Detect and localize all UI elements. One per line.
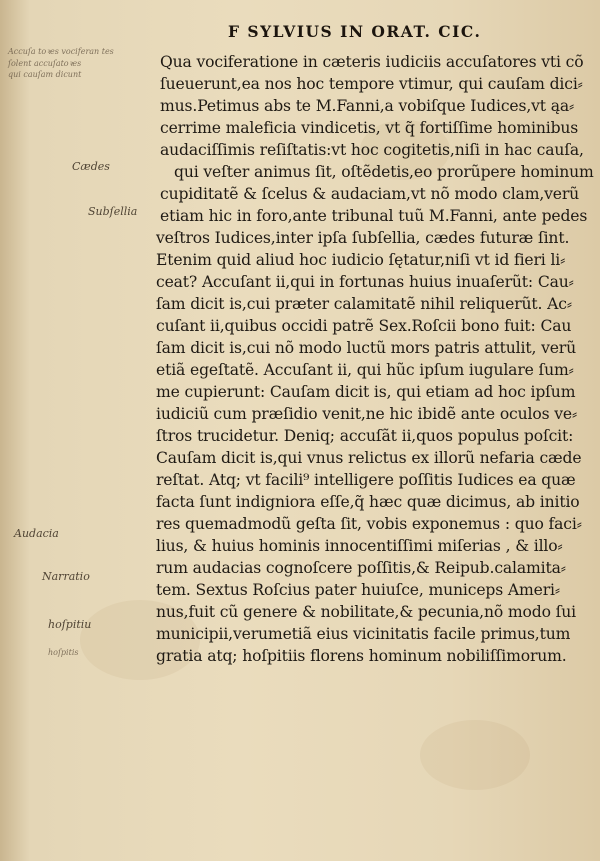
text-line: res quemadmodũ geſta ſit, vobis exponemus : quo faci⸗ [156, 515, 582, 533]
text-line: veſtros Iudices,inter ipſa ſubſellia, cædes futuræ ſint. [156, 229, 570, 247]
margin-note: qui cauſam dicunt [8, 70, 82, 79]
text-line: me cupierunt: Cauſam dicit is, qui etiam ad hoc ipſum [156, 383, 576, 401]
text-line: cuſant ii,quibus occidi patrẽ Sex.Roſcii bono fuit: Cau [156, 317, 572, 335]
margin-note: Accuſa toꝛes vociferan tes [8, 47, 114, 56]
margin-note: hoſpitis [48, 648, 79, 657]
text-line: etiã egeſtatẽ. Accuſant ii, qui hũc ipſum iugulare ſum⸗ [156, 361, 574, 379]
margin-note: hoſpitiu [48, 618, 92, 631]
text-line: facta ſunt indigniora eſſe,q̃ hæc quæ dicimus, ab initio [156, 493, 580, 511]
margin-note: Audacia [14, 527, 59, 540]
running-head: F SYLVIUS IN ORAT. CIC. [228, 22, 482, 41]
text-line: rum audacias cognoſcere poſſitis,& Reipub.calamita⸗ [156, 559, 566, 577]
text-line: tem. Sextus Roſcius pater huiuſce, municeps Ameri⸗ [156, 581, 560, 599]
margin-note: Narratio [42, 570, 90, 583]
text-line: ſueuerunt,ea nos hoc tempore vtimur, qui cauſam dici⸗ [160, 75, 583, 93]
text-line: municipii,verumetiã eius vicinitatis facile primus,tum [156, 625, 571, 643]
text-line: Qua vociferatione in cæteris iudiciis accuſatores vti cõ [160, 53, 584, 71]
margin-note: Subſellia [88, 205, 138, 218]
paper-stain [420, 720, 530, 790]
text-line: nus,fuit cũ genere & nobilitate,& pecunia,nõ modo ſui [156, 603, 577, 621]
text-line: lius, & huius hominis innocentiſſimi miſerias , & illo⸗ [156, 537, 563, 555]
text-line: ſtros trucidetur. Deniq; accuſãt ii,quos populus poſcit: [156, 427, 574, 445]
text-line: reſtat. Atq; vt facili⁹ intelligere poſſitis Iudices ea quæ [156, 471, 576, 489]
text-line: mus.Petimus abs te M.Fanni,a vobiſque Iudices,vt ąa⸗ [160, 97, 575, 115]
text-line: iudiciũ cum præſidio venit,ne hic ibidẽ ante oculos ve⸗ [156, 405, 578, 423]
text-line: ſam dicit is,cui præter calamitatẽ nihil reliquerũt. Ac⸗ [156, 295, 572, 313]
text-line: Etenim quid aliud hoc iudicio ſętatur,niſi vt id fieri li⸗ [156, 251, 566, 269]
text-line: etiam hic in foro,ante tribunal tuũ M.Fanni, ante pedes [160, 207, 588, 225]
text-line: Cauſam dicit is,qui vnus relictus ex illorũ nefaria cæde [156, 449, 582, 467]
margin-note: Cædes [72, 160, 110, 173]
text-line: audaciſſimis reſiſtatis:vt hoc cogitetis,niſi in hac cauſa, [160, 141, 584, 159]
text-line: gratia atq; hoſpitiis florens hominum nobiliſſimorum. [156, 647, 567, 665]
text-line: ſam dicit is,cui nõ modo luctũ mors patris attulit, verũ [156, 339, 577, 357]
text-line: cerrime maleficia vindicetis, vt q̃ fortiſſime hominibus [160, 119, 579, 137]
text-line: ceat? Accuſant ii,qui in fortunas huius inuaſerũt: Cau⸗ [156, 273, 574, 291]
text-line: cupiditatẽ & ſcelus & audaciam,vt nõ modo clam,verũ [160, 185, 580, 203]
text-line: qui veſter animus ſit, oſtẽdetis,eo prorũpere hominum [174, 163, 594, 181]
margin-note: ſolent accuſatoꝛes [8, 59, 82, 68]
